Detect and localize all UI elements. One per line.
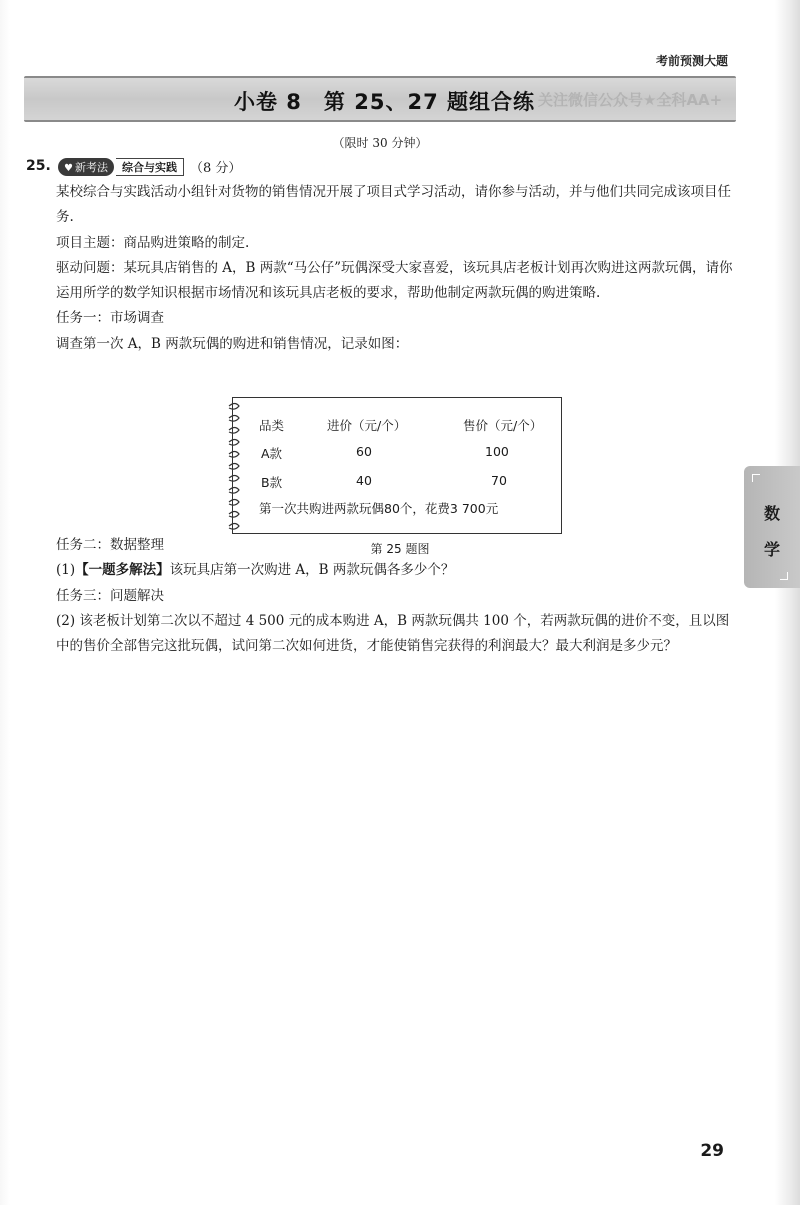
header-category: 品类 xyxy=(259,418,285,433)
new-method-label: 新考法 xyxy=(74,160,108,174)
score-label: （8 分） xyxy=(189,161,242,176)
row-b-name: B款 xyxy=(261,475,283,490)
notebook-figure xyxy=(232,397,562,534)
sub-question-1-number: (1) xyxy=(56,562,76,579)
sub-question-1 xyxy=(56,558,740,583)
subject-char-2: 学 xyxy=(763,540,780,559)
intro-paragraph: 某校综合与实践活动小组针对货物的销售情况开展了项目式学习活动，请你参与活动，并与他们共同完成该项目任务. xyxy=(56,184,731,226)
purchase-note: 第一次共购进两款玩偶80个，花费3 700元 xyxy=(259,501,499,516)
row-a-price: 100 xyxy=(485,444,509,459)
new-method-tag xyxy=(58,158,114,176)
task-one-description: 调查第一次 A，B 两款玩偶的购进和销售情况，记录如图： xyxy=(56,335,409,352)
task-two-title: 任务二：数据整理 xyxy=(56,537,164,554)
sub-question-2: (2) 该老板计划第二次以不超过 4 500 元的成本购进 A，B 两款玩偶共 100 个，若两款玩偶的进价不变，且以图中的售价全部售完这批玩偶，试问第二次如何进货，才能使销售完获得的利润最大？最大利润是多少元？ xyxy=(56,612,730,655)
row-a-cost: 60 xyxy=(356,444,372,459)
row-a-name: A款 xyxy=(261,446,283,461)
tab-corner-decoration xyxy=(752,474,760,482)
multi-solution-tag: 【一题多解法】 xyxy=(75,562,170,579)
question-tags xyxy=(58,157,241,176)
tab-corner-decoration xyxy=(780,572,788,580)
topic-tag: 综合与实践 xyxy=(116,158,184,176)
page-number: 29 xyxy=(700,1141,724,1161)
subject-char-1: 数 xyxy=(763,504,780,523)
spiral-binding-icon xyxy=(227,400,241,532)
subject-label xyxy=(760,496,784,568)
project-theme: 项目主题：商品购进策略的制定. xyxy=(56,234,250,251)
header-price: 售价（元/个） xyxy=(463,418,543,433)
driving-question: 驱动问题：某玩具店销售的 A，B 两款“马公仔”玩偶深受大家喜爱，该玩具店老板计划再次购进这两款玩偶，请你运用所学的数学知识根据市场情况和该玩具店老板的要求，帮助他制定两款玩偶的购进策略. xyxy=(56,259,733,302)
sub-question-1-text: 该玩具店第一次购进 A，B 两款玩偶各多少个？ xyxy=(169,562,455,579)
question-number: 25. xyxy=(26,158,51,174)
task-three-title: 任务三：问题解决 xyxy=(56,587,164,604)
subject-side-tab xyxy=(744,466,800,588)
title-banner xyxy=(24,76,736,122)
page-title: 小卷 8 第 25、27 题组合练 xyxy=(234,90,535,114)
header-cost: 进价（元/个） xyxy=(327,418,407,433)
figure-caption: 第 25 题图 xyxy=(370,542,430,556)
heart-icon: ♥ xyxy=(64,162,73,174)
time-limit: （限时 30 分钟） xyxy=(332,136,428,150)
watermark-text: 关注微信公众号★全科AA+ xyxy=(538,91,723,109)
row-b-cost: 40 xyxy=(356,473,372,488)
task-one-title: 任务一：市场调查 xyxy=(56,310,164,327)
section-header-tag: 考前预测大题 xyxy=(655,54,728,68)
row-b-price: 70 xyxy=(491,473,507,488)
